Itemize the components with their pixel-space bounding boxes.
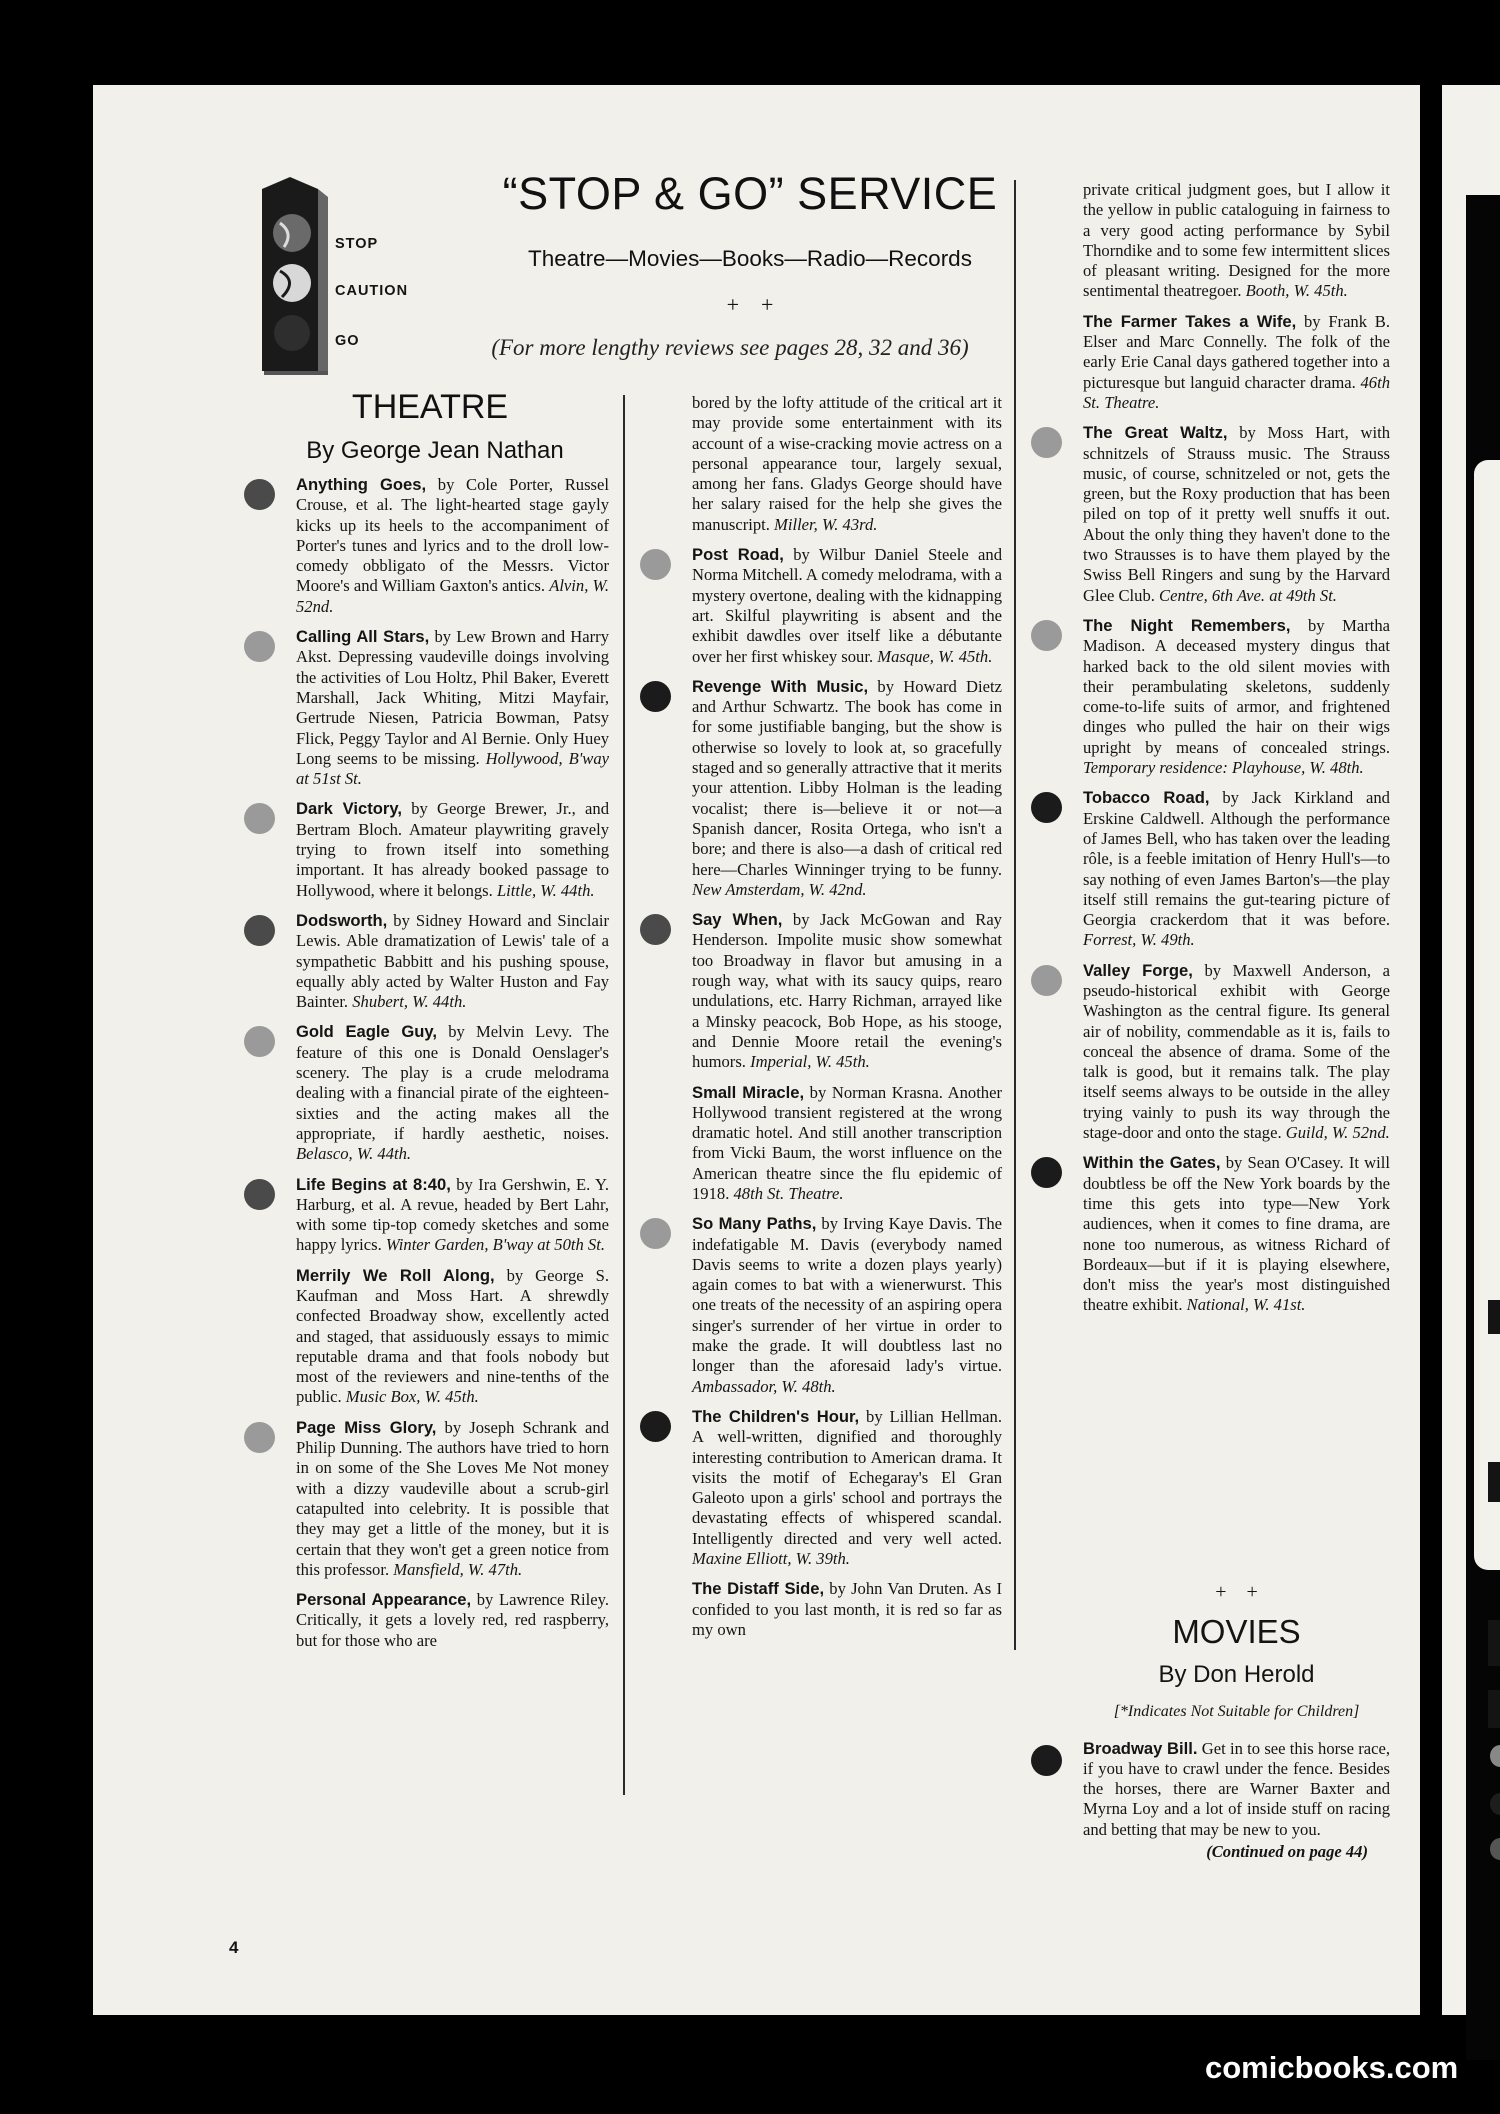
- page-title: “STOP & GO” SERVICE: [502, 168, 998, 219]
- review-body: by Jack Kirkland and Erskine Caldwell. Although the performance of James Bell, who has taken over the leading rôle, is a feeble imitation of Henry Hull's—to say nothing of even James Barton's—the play itself still remains the gut-tearing picture of Georgia crackerdom that it was before.: [1083, 788, 1390, 930]
- review-title: Merrily We Roll Along,: [296, 1265, 495, 1285]
- theatre-location: Mansfield, W. 47th.: [393, 1559, 523, 1579]
- theatre-location: Music Box, W. 45th.: [345, 1387, 479, 1407]
- review-entry: [692, 1083, 1002, 1205]
- theatre-location: Winter Garden, B'way at 50th St.: [385, 1235, 605, 1255]
- review-entry: [1083, 312, 1390, 413]
- adjacent-page-art-highlight: [1474, 460, 1500, 1570]
- signal-label-caution: CAUTION: [335, 283, 409, 299]
- review-body: by Sidney Howard and Sinclair Lewis. Able dramatization of Lewis' tale of a sympathetic Babbitt and his pushing spouse, equally ably acted by Walter Huston and Fay Bainter.: [296, 910, 609, 1012]
- rating-dot-caution: [1031, 965, 1062, 996]
- review-entry: [296, 1418, 609, 1580]
- review-body: by Maxwell Anderson, a pseudo-historical exhibit with George Washington as the central figure. Its general air of nobility, commendable as it is, fails to conceal the absence of drama. Some of the talk is good, but it remains talk. The play itself seems always to be outside in the alley trying vainly to push its way through the stage-door and onto the stage.: [1083, 960, 1390, 1143]
- theatre-column-1: [296, 475, 609, 1661]
- theatre-location: Miller, W. 43rd.: [774, 514, 878, 534]
- review-title: Personal Appearance,: [296, 1590, 472, 1610]
- signal-label-go: GO: [335, 333, 360, 349]
- page-subtitle: Theatre—Movies—Books—Radio—Records: [528, 246, 972, 271]
- review-title: Within the Gates,: [1083, 1153, 1221, 1173]
- review-pages-note: (For more lengthy reviews see pages 28, 32 and 36): [491, 335, 969, 360]
- review-entry: [692, 677, 1002, 900]
- theatre-location: Imperial, W. 45th.: [750, 1052, 870, 1072]
- review-title: So Many Paths,: [692, 1214, 817, 1234]
- theatre-location: Temporary residence: Playhouse, W. 48th.: [1083, 758, 1364, 778]
- movies-byline: By Don Herold: [1158, 1661, 1315, 1689]
- adjacent-page-letter: [1488, 1300, 1500, 1334]
- review-title: Post Road,: [692, 545, 784, 565]
- review-body: by Lew Brown and Harry Akst. Depressing vaudeville doings involving the activities of Lou Holtz, Phil Baker, Everett Marshall, Jack Whiting, Mitzi Mayfair, Gertrude Niesen, Patricia Bowman, Patsy Flick, Peggy Taylor and Al Bernie. Only Huey Long seems to be missing.: [296, 627, 609, 768]
- review-body: by George Brewer, Jr., and Bertram Bloch. Amateur playwriting gravely trying to frown itself into something important. It has already booked passage to Hollywood, where it belongs.: [296, 799, 609, 900]
- review-entry: [296, 799, 609, 900]
- review-title: Revenge With Music,: [692, 676, 869, 696]
- signal-label-stop: STOP: [335, 236, 379, 252]
- review-body: private critical judgment goes, but I allow it the yellow in public cataloguing in fairness to a very good acting performance by Sybil Thorndike and to some few intermittent slices of pleasant writing. Designed for the more sentimental theatregoer.: [1083, 180, 1390, 301]
- traffic-signal-icon: [250, 175, 330, 375]
- review-body: by Moss Hart, with schnitzels of Strauss music. The Strauss music, of course, schnitzeled or not, gets the green, but the Roxy production that has been piled on top of it pretty well snuffs it out. About the only thing they haven't done to the two Strausses is to have them played by the Swiss Bell Ringers and sung by the Harvard Glee Club.: [1083, 423, 1390, 605]
- theatre-location: 46th St. Theatre.: [1083, 372, 1390, 412]
- theatre-location: Guild, W. 52nd.: [1285, 1123, 1390, 1143]
- review-body: by Cole Porter, Russel Crouse, et al. The light-hearted stage gayly kicks up its heels to the accompaniment of Porter's tunes and lyrics and to the droll low-comedy obbligato of the Messrs. Victor Moore's and William Gaxton's antics.: [296, 475, 609, 596]
- review-entry: [692, 1214, 1002, 1397]
- movie-entry: [1083, 1739, 1390, 1840]
- rating-dot-caution: [244, 1422, 275, 1453]
- review-body: by Sean O'Casey. It will doubtless be off the New York boards by the time this gets into type—New York audiences, when it comes to fine drama, are none too numerous, as witness Richard of Bordeaux—but if it is playing elsewhere, don't miss the year's most distinguished theatre exhibit.: [1083, 1153, 1390, 1315]
- adjacent-page-letter: [1488, 1462, 1500, 1502]
- theatre-heading: THEATRE: [351, 388, 509, 426]
- review-body: by Melvin Levy. The feature of this one is Donald Oenslager's scenery. The play is a crude melodrama dealing with a financial pirate of the eighteen-sixties and the acting makes all the appropriate, if hardly aesthetic, noises.: [296, 1022, 609, 1143]
- review-title: The Children's Hour,: [692, 1406, 860, 1426]
- theatre-column-3: [1083, 180, 1390, 1326]
- review-body: by Irving Kaye Davis. The indefatigable M. Davis (everybody named Davis seems to write a dozen plays yearly) again comes to bat with a wienerwurst. This one treats of the necessity of an aspiring opera singer's surrender of her virtue in order to make the grade. It will doubtless last no longer than the aforesaid lady's virtue.: [692, 1214, 1003, 1376]
- review-body: by Ira Gershwin, E. Y. Harburg, et al. A revue, headed by Bert Lahr, with some tip-top comedy sketches and some happy lyrics.: [296, 1174, 609, 1255]
- review-body: by Wilbur Daniel Steele and Norma Mitchell. A comedy melodrama, with a mystery overtone, dealing with the kidnapping art. Skilful playwriting is absent and the exhibit dawdles over itself like a débutante over her first whiskey sour.: [692, 545, 1002, 666]
- review-body: by Norman Krasna. Another Hollywood transient registered at the wrong dramatic hotel. And still another transcription from Vicki Baum, the worst influence on the American theatre since the flu epidemic of 1918.: [692, 1082, 1002, 1203]
- movie-review: Get in to see this horse race, if you have to crawl under the fence. Besides the horses, there are Warner Baxter and Myrna Loy and a lot of inside stuff on racing and betting that may be new to you.: [1083, 1738, 1391, 1839]
- review-entry: [296, 475, 609, 617]
- review-entry: [1083, 788, 1390, 950]
- review-body: by Frank B. Elser and Marc Connelly. The folk of the early Erie Canal days gathered together into a picturesque but languid character drama.: [1083, 311, 1391, 392]
- theatre-location: Ambassador, W. 48th.: [692, 1376, 836, 1396]
- review-entry: [692, 910, 1002, 1072]
- rating-dot-caution: [244, 631, 275, 662]
- review-entry: [1083, 1153, 1390, 1315]
- review-title: Calling All Stars,: [296, 627, 430, 647]
- theatre-location: New Amsterdam, W. 42nd.: [692, 879, 867, 899]
- adjacent-page-letter: [1488, 1690, 1500, 1728]
- movies-heading: MOVIES: [1172, 1613, 1301, 1651]
- rating-dot-stop: [244, 1179, 275, 1210]
- review-entry: [296, 911, 609, 1012]
- movie-title: Broadway Bill.: [1083, 1738, 1198, 1758]
- review-entry: [1083, 961, 1390, 1144]
- review-title: Tobacco Road,: [1083, 788, 1210, 808]
- theatre-location: Little, W. 44th.: [496, 880, 595, 900]
- review-title: The Farmer Takes a Wife,: [1083, 311, 1297, 331]
- theatre-location: Shubert, W. 44th.: [352, 992, 467, 1012]
- rating-dot-stop: [244, 479, 275, 510]
- rating-dot-go: [1031, 1745, 1062, 1776]
- review-entry: [296, 627, 609, 789]
- rating-dot-go: [640, 681, 671, 712]
- review-body: by Howard Dietz and Arthur Schwartz. The book has come in for some justifiable banging, but the show is otherwise so lovely to look at, so gracefully staged and so generally attractive that it merits your attention. Libby Holman is the leading vocalist; there is—believe it or not—a Spanish dancer, Rosita Ortega, who isn't a bore; and there is also—a dash of critical red here—Charles Winninger trying to be funny.: [692, 676, 1002, 879]
- review-entry: [296, 1022, 609, 1164]
- ornament: + +: [1215, 1581, 1258, 1603]
- review-body: by George S. Kaufman and Moss Hart. A shrewdly confected Broadway show, excellently acted and staged, that assiduously essays to mimic reputable drama and that fools nobody but most of the reviewers and nine-tenths of the public.: [296, 1265, 609, 1407]
- review-body: by Joseph Schrank and Philip Dunning. The authors have tried to horn in on some of the She Loves Me Not money with a dizzy vaudeville about a scrub-girl catapulted into celebrity. It is possible that they may get a little of the money, but it is certain that they won't get a green notice from this professor.: [296, 1417, 609, 1579]
- column-divider: [623, 395, 625, 1795]
- review-entry: [692, 393, 1002, 535]
- rating-dot-caution: [1031, 620, 1062, 651]
- review-title: Gold Eagle Guy,: [296, 1022, 438, 1042]
- continued-note: (Continued on page 44): [1206, 1842, 1368, 1862]
- review-entry: [1083, 423, 1390, 606]
- rating-dot-stop: [244, 915, 275, 946]
- review-title: The Night Remembers,: [1083, 615, 1291, 635]
- review-title: Small Miracle,: [692, 1082, 805, 1102]
- theatre-location: Booth, W. 45th.: [1245, 281, 1348, 301]
- rating-dot-caution: [640, 549, 671, 580]
- review-title: Life Begins at 8:40,: [296, 1174, 451, 1194]
- theatre-location: Centre, 6th Ave. at 49th St.: [1159, 585, 1337, 605]
- ornament: + +: [726, 292, 774, 317]
- watermark: comicbooks.com: [1205, 2050, 1459, 2085]
- review-title: Say When,: [692, 910, 783, 930]
- review-body: by Martha Madison. A deceased mystery dingus that harked back to the old silent movies with their perambulating skeletons, suddenly come-to-life suits of armor, and frightened dinges who pulled the hair on their wigs upright by means of concealed strings.: [1083, 615, 1390, 757]
- review-title: Page Miss Glory,: [296, 1417, 437, 1437]
- theatre-location: Hollywood, B'way at 51st St.: [296, 748, 609, 789]
- page-number: 4: [229, 1938, 239, 1957]
- theatre-location: Forrest, W. 49th.: [1083, 930, 1195, 950]
- theatre-location: 48th St. Theatre.: [733, 1183, 844, 1203]
- review-entry: [296, 1175, 609, 1256]
- theatre-location: Masque, W. 45th.: [877, 646, 993, 666]
- review-body: by Jack McGowan and Ray Henderson. Impolite music show somewhat too Broadway in flavor but amusing in a rough way, what with its saucy quips, rearo undulations, etc. Harry Richman, arrayed like a Minsky peacock, Bob Hope, as his stooge, and Dennie Moore retail the evening's humors.: [692, 910, 1002, 1072]
- review-entry: [296, 1590, 609, 1651]
- theatre-byline: By George Jean Nathan: [306, 437, 564, 464]
- theatre-location: National, W. 41st.: [1186, 1295, 1306, 1315]
- review-body: bored by the lofty attitude of the critical art it may provide some entertainment with its account of a wise-cracking movie actress on a personal appearance tour, largely sexual, among her fans. Gladys George should have her salary raised for the help she gives the manuscript.: [692, 393, 1002, 534]
- rating-dot-go: [640, 1411, 671, 1442]
- review-title: Anything Goes,: [296, 475, 427, 494]
- theatre-location: Maxine Elliott, W. 39th.: [692, 1549, 850, 1569]
- review-body: by John Van Druten. As I confided to you last month, it is red so far as my own: [692, 1579, 1002, 1639]
- theatre-column-2: [692, 393, 1002, 1650]
- adjacent-page-letter: [1488, 1620, 1500, 1666]
- review-title: The Great Waltz,: [1083, 423, 1228, 443]
- movies-section: [1083, 1582, 1390, 1862]
- review-entry: [692, 1579, 1002, 1640]
- review-title: Valley Forge,: [1083, 960, 1193, 980]
- theatre-location: Belasco, W. 44th.: [296, 1144, 412, 1164]
- review-title: Dark Victory,: [296, 799, 402, 819]
- column-divider: [1014, 180, 1016, 1650]
- review-body: by Lillian Hellman. A well-written, dignified and thoroughly interesting contribution to American drama. It visits the motif of Echegaray's El Gran Galeoto upon a girls' school and portrays the devastating effects of whispered scandal. Intelligently directed and very well acted.: [692, 1406, 1002, 1548]
- review-entry: [296, 1266, 609, 1408]
- review-title: The Distaff Side,: [692, 1579, 825, 1599]
- rating-dot-stop: [640, 914, 671, 945]
- review-title: Dodsworth,: [296, 910, 388, 930]
- movies-note: [*Indicates Not Suitable for Children]: [1113, 1703, 1360, 1721]
- review-entry: [692, 545, 1002, 667]
- review-entry: [1083, 180, 1390, 302]
- theatre-location: Alvin, W. 52nd.: [296, 576, 609, 616]
- review-entry: [692, 1407, 1002, 1569]
- review-entry: [1083, 616, 1390, 778]
- review-body: by Lawrence Riley. Critically, it gets a lovely red, red raspberry, but for those who are: [296, 1590, 609, 1650]
